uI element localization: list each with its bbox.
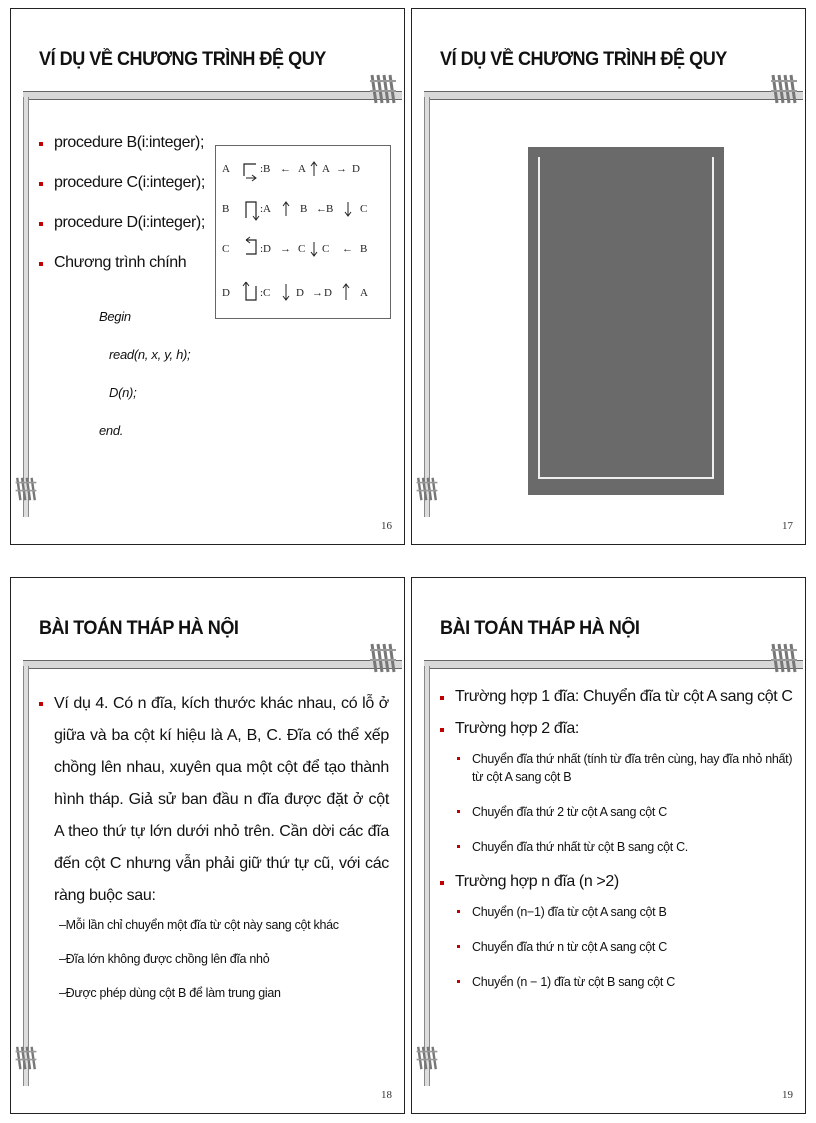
sub-item: Chuyển (n−1) đĩa từ cột A sang cột B bbox=[457, 903, 800, 921]
rule-token: ← bbox=[316, 203, 327, 215]
title-rule bbox=[424, 91, 803, 100]
rule-token: C bbox=[360, 203, 368, 215]
list-item: procedure D(i:integer); bbox=[39, 214, 205, 232]
rule-token: A bbox=[360, 287, 368, 299]
arrow-icon bbox=[246, 175, 256, 181]
list-item: procedure C(i:integer); bbox=[39, 174, 205, 192]
code-line: Begin bbox=[99, 309, 131, 324]
rule-token: → bbox=[312, 287, 323, 299]
page-number: 19 bbox=[782, 1089, 793, 1101]
sub-list bbox=[457, 750, 800, 856]
down-arrow-icon bbox=[253, 214, 259, 220]
rule-token: → bbox=[336, 163, 347, 175]
rule-token: ← bbox=[342, 243, 353, 255]
rule-token: → bbox=[280, 243, 291, 255]
corner-decoration-icon bbox=[368, 71, 398, 107]
rule-token: D bbox=[352, 163, 360, 175]
down-arrow-icon bbox=[311, 242, 317, 256]
corner-decoration-icon bbox=[368, 640, 398, 676]
left-frame bbox=[23, 97, 29, 517]
slide-title: BÀI TOÁN THÁP HÀ NỘI bbox=[440, 618, 640, 639]
code-line: D(n); bbox=[109, 385, 137, 400]
up-arrow-icon bbox=[311, 162, 317, 176]
rule-token: B bbox=[326, 203, 334, 215]
left-frame bbox=[424, 666, 430, 1086]
page-number: 18 bbox=[381, 1089, 392, 1101]
list-item: – Được phép dùng cột B để làm trung gian bbox=[59, 986, 389, 1000]
rule-token: B bbox=[360, 243, 368, 255]
corner-shape bbox=[246, 240, 256, 254]
rule-token: :C bbox=[260, 287, 271, 299]
list-item: Chương trình chính bbox=[39, 254, 205, 272]
corner-decoration-icon bbox=[14, 1040, 38, 1076]
sub-list bbox=[457, 903, 800, 991]
corner-decoration-icon bbox=[14, 471, 38, 507]
list-item bbox=[440, 873, 800, 991]
page-number: 17 bbox=[782, 520, 793, 532]
sub-item: Chuyển (n − 1) đĩa từ cột B sang cột C bbox=[457, 973, 800, 991]
corner-decoration-icon bbox=[769, 640, 799, 676]
constraints-list bbox=[59, 918, 389, 1000]
corner-decoration-icon bbox=[769, 71, 799, 107]
slide-18 bbox=[10, 577, 405, 1114]
title-rule bbox=[23, 91, 402, 100]
cases-list bbox=[440, 688, 800, 1008]
slide-title: BÀI TOÁN THÁP HÀ NỘI bbox=[39, 618, 239, 639]
rule-token: D bbox=[324, 287, 332, 299]
rule-letter: B bbox=[222, 203, 230, 215]
paragraph: Ví dụ 4. Có n đĩa, kích thước khác nhau, có lỗ ở giữa và ba cột kí hiệu là A, B, C. Đĩa có thể xếp chồng lên nhau, xuyên qua một cột để tạo thành hình tháp. Giả sử ban đầu n đĩa được đặt ở cột A theo thứ tự lớn dưới nhỏ trên. Cần dời các đĩa đến cột C nhưng vẫn phải giữ thứ tự cũ, với các ràng buộc sau: bbox=[39, 688, 389, 912]
list-item bbox=[440, 720, 800, 856]
rule-letter: C bbox=[222, 243, 230, 255]
rule-token: D bbox=[296, 287, 304, 299]
corner-decoration-icon bbox=[415, 1040, 439, 1076]
rule-letter: A bbox=[222, 163, 230, 175]
slide-17 bbox=[411, 8, 806, 545]
sub-item: Chuyển đĩa thứ 2 từ cột A sang cột C bbox=[457, 803, 800, 821]
problem-statement bbox=[39, 688, 389, 1020]
rule-token: :A bbox=[260, 203, 271, 215]
rule-token: :D bbox=[260, 243, 271, 255]
page-number: 16 bbox=[381, 520, 392, 532]
slide-title: VÍ DỤ VỀ CHƯƠNG TRÌNH ĐỆ QUY bbox=[39, 49, 326, 70]
slide-19 bbox=[411, 577, 806, 1114]
procedure-list bbox=[39, 134, 205, 294]
code-line: end. bbox=[99, 423, 124, 438]
slide-title: VÍ DỤ VỀ CHƯƠNG TRÌNH ĐỆ QUY bbox=[440, 49, 727, 70]
list-item: – Mỗi lần chỉ chuyển một đĩa từ cột này sang cột khác bbox=[59, 918, 389, 932]
left-frame bbox=[424, 97, 430, 517]
list-item: procedure B(i:integer); bbox=[39, 134, 205, 152]
sub-item: Chuyển đĩa thứ nhất từ cột B sang cột C. bbox=[457, 838, 800, 856]
list-item bbox=[440, 688, 800, 706]
rule-letter: D bbox=[222, 287, 230, 299]
rule-token: ← bbox=[280, 163, 291, 175]
left-frame bbox=[23, 666, 29, 1086]
slide-16 bbox=[10, 8, 405, 545]
rule-token: B bbox=[300, 203, 308, 215]
case-text: Trường hợp 1 đĩa: Chuyển đĩa từ cột A sang cột C bbox=[455, 688, 793, 705]
rule-token: A bbox=[298, 163, 306, 175]
case-text: Trường hợp 2 đĩa: bbox=[455, 720, 579, 737]
up-arrow-icon bbox=[343, 284, 349, 300]
list-item: – Đĩa lớn không được chồng lên đĩa nhỏ bbox=[59, 952, 389, 966]
title-rule bbox=[424, 660, 803, 669]
down-arrow-icon bbox=[283, 284, 289, 300]
sub-item: Chuyển đĩa thứ n từ cột A sang cột C bbox=[457, 938, 800, 956]
title-rule bbox=[23, 660, 402, 669]
corner-decoration-icon bbox=[415, 471, 439, 507]
main-program-code bbox=[99, 309, 190, 461]
case-text: Trường hợp n đĩa (n >2) bbox=[455, 873, 619, 890]
hilbert-rules-diagram bbox=[215, 145, 391, 319]
code-line: read(n, x, y, h); bbox=[109, 347, 191, 362]
up-arrow-icon bbox=[283, 202, 289, 216]
image-placeholder bbox=[528, 147, 724, 495]
rule-token: :B bbox=[260, 163, 271, 175]
sub-item: Chuyển đĩa thứ nhất (tính từ đĩa trên cùng, hay đĩa nhỏ nhất) từ cột A sang cột B bbox=[457, 750, 800, 786]
rule-token: C bbox=[298, 243, 306, 255]
down-arrow-icon bbox=[345, 202, 351, 216]
corner-shape bbox=[244, 164, 256, 176]
rule-token: A bbox=[322, 163, 330, 175]
rule-token: C bbox=[322, 243, 330, 255]
corner-shape bbox=[246, 202, 256, 218]
